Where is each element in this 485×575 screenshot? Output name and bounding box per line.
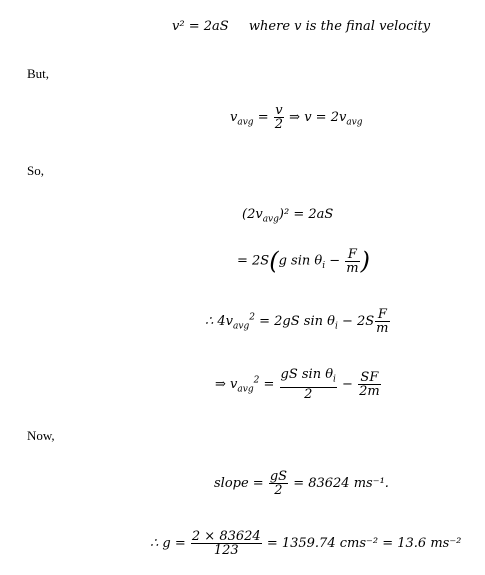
eq6-fraction1 (280, 368, 337, 401)
open-paren: ( (269, 247, 279, 275)
eq1-lhs: v² = 2aS (172, 19, 229, 34)
eq2-v: v (230, 110, 238, 125)
eq6-fraction2 (358, 371, 381, 398)
eq3-b: )² = 2aS (278, 207, 334, 222)
eq6-num1-wrap (280, 368, 337, 388)
eq6-sq: 2 (253, 375, 260, 386)
eq2-mid: ⇒ v = 2v (285, 110, 347, 125)
eq4-num: F (345, 248, 359, 262)
eq2-avg: avg (237, 117, 254, 128)
eq7-fraction (269, 470, 288, 497)
eq6-eq: = (259, 376, 279, 392)
eq2-avg2: avg (346, 117, 363, 128)
eq4-b: g sin θ (278, 253, 323, 269)
eq5-sq: 2 (249, 312, 255, 323)
equation-4v-average (205, 308, 391, 335)
so-label: So, (27, 163, 44, 178)
equation-v-squared (172, 19, 430, 34)
eq5-den: m (376, 321, 389, 336)
eq6-den1: 2 (304, 386, 313, 402)
eq8-fraction (191, 530, 262, 557)
eq5-therefore: ∴ 4v (205, 314, 234, 329)
eq7-slope: slope = (214, 476, 268, 491)
eq8-rest: = 1359.74 cms⁻² = 13.6 ms⁻² (262, 536, 462, 551)
eq5-i: i (334, 321, 338, 332)
eq2-num: v (275, 103, 283, 118)
eq5-fraction (375, 308, 389, 335)
eq2-den: 2 (274, 117, 284, 132)
but-label: But, (27, 66, 50, 81)
equation-substitution (237, 247, 370, 275)
eq6-i: i (333, 374, 336, 385)
equation-v-average (230, 104, 363, 131)
eq4-den: m (346, 260, 359, 276)
eq7-den: 2 (274, 483, 283, 498)
eq4-a: = 2S (237, 253, 270, 269)
now-label: Now, (27, 428, 55, 443)
eq1-note: where v is the final velocity (248, 19, 431, 34)
eq2-fraction (274, 104, 284, 131)
eq8-den: 123 (213, 543, 239, 558)
eq8-num: 2 × 83624 (191, 529, 261, 544)
eq8-g: ∴ g = (150, 536, 190, 551)
eq4-minus: − (325, 253, 345, 269)
eq6-arrow: ⇒ v (215, 376, 238, 392)
eq4-i: i (322, 261, 326, 272)
eq7-rest: = 83624 ms⁻¹. (289, 476, 389, 491)
eq6-num2: SF (358, 371, 381, 385)
eq6-minus: − (337, 376, 358, 392)
eq5-num: F (375, 308, 389, 322)
eq6-avg: avg (237, 384, 254, 395)
eq5-mid: = 2gS sin θ (254, 314, 335, 329)
eq5-minus: − 2S (337, 314, 375, 329)
eq7-num: gS (269, 469, 288, 484)
eq3-avg: avg (262, 214, 279, 225)
equation-v-average-squared (215, 368, 382, 401)
equation-2v-average (242, 207, 333, 225)
close-paren: ) (360, 247, 370, 275)
equation-g-result (150, 530, 461, 557)
eq3-a: (2v (242, 207, 263, 222)
eq6-den2: 2m (359, 383, 380, 399)
eq6-num1: gS sin θ (280, 367, 334, 382)
eq4-fraction (345, 248, 359, 275)
eq2-eq: = (253, 110, 273, 125)
equation-slope (214, 470, 389, 497)
eq5-avg: avg (233, 321, 250, 332)
